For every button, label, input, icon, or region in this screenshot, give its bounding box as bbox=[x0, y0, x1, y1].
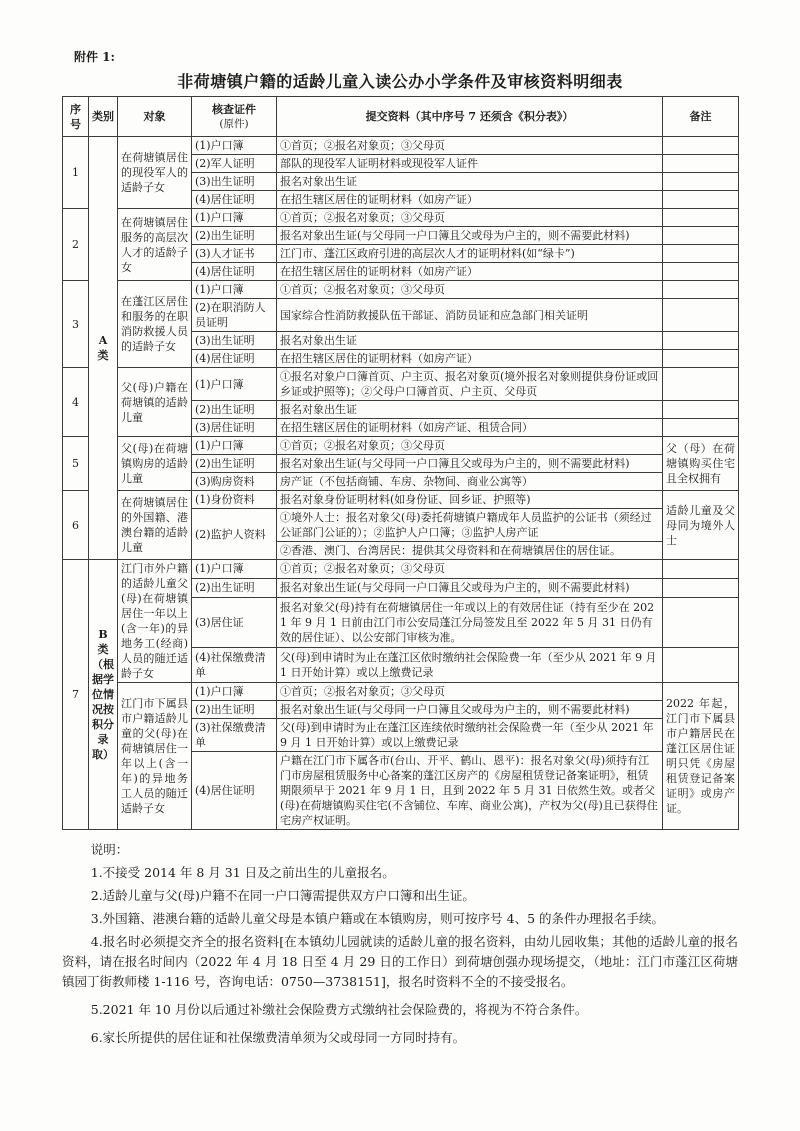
table-row bbox=[63, 209, 739, 227]
table-header-row bbox=[63, 97, 739, 137]
material-cell: 在招生辖区居住的证明材料（如房产证） bbox=[277, 263, 663, 281]
document-cell: (4)居住证明 bbox=[192, 191, 277, 209]
document-cell: (1)户口簿 bbox=[192, 137, 277, 155]
target-cell: 江门市外户籍的适龄儿童父(母)在荷塘镇居住一年以上(含一年)的异地务工(经商)人员的随迁适龄子女 bbox=[118, 560, 192, 683]
remark-cell bbox=[663, 299, 739, 332]
document-cell: (2)出生证明 bbox=[192, 701, 277, 719]
note-item-2: 2.适龄儿童与父(母)户籍不在同一户口簿需提供双方户口簿和出生证。 bbox=[90, 888, 475, 903]
table-row bbox=[63, 281, 739, 299]
remark-cell: 适龄儿童及父母同为境外人士 bbox=[663, 491, 739, 560]
document-cell: (3)居住证 bbox=[192, 597, 277, 647]
document-cell: (1)户口簿 bbox=[192, 683, 277, 701]
document-cell: (1)户口簿 bbox=[192, 368, 277, 401]
remark-cell bbox=[663, 597, 739, 647]
material-cell: ①首页；②报名对象页；③父母页 bbox=[277, 209, 663, 227]
material-cell: 报名对象出生证 bbox=[277, 173, 663, 191]
material-cell: ①首页；②报名对象页；③父母页 bbox=[277, 683, 663, 701]
note-item-4: 4.报名时必须提交齐全的报名资料[在本镇幼儿园就读的适龄儿童的报名资料，由幼儿园收集；其他的适龄儿童的报名资料，请在报名时间内（2022 年 4 月 18 日至 4 月 29 日的工作日）到荷塘创强办现场提交，（地址：江门市蓬江区荷塘镇园丁街教师楼 1-116 号，咨询电话：0750—3738151]，报名时资料不全的不接受报名。 bbox=[62, 934, 738, 989]
document-cell: (2)在职消防人员证明 bbox=[192, 299, 277, 332]
remark-cell: 2022 年起，江门市下属县市户籍居民在蓬江区居住证明只凭《房屋租赁登记备案证明》或房产证。 bbox=[663, 683, 739, 830]
material-cell: 父(母)到申请时为止在蓬江区依时缴纳社会保险费一年（至少从 2021 年 9 月 1 日开始计算）或以上缴费记录 bbox=[277, 648, 663, 683]
header-document-line1: 核查证件 bbox=[212, 102, 256, 116]
remark-cell bbox=[663, 368, 739, 401]
document-cell: (3)出生证明 bbox=[192, 173, 277, 191]
material-cell: ①首页；②报名对象页；③父母页 bbox=[277, 560, 663, 579]
note-item-5: 5.2021 年 10 月份以后通过补缴社会保险费方式缴纳社会保险费的，将视为不符合条件。 bbox=[90, 1002, 588, 1017]
attachment-label: 附件 1: bbox=[74, 50, 115, 64]
remark-cell bbox=[663, 227, 739, 245]
target-cell: 在荷塘镇居住的外国籍、港澳台籍的适龄儿童 bbox=[118, 491, 192, 560]
remark-cell bbox=[663, 191, 739, 209]
category-b-cell: B 类（根据学位情况按积分录取） bbox=[89, 560, 118, 830]
material-cell: 报名对象出生证 bbox=[277, 332, 663, 350]
material-cell: 在招生辖区居住的证明材料（如房产证） bbox=[277, 350, 663, 368]
remark-cell bbox=[663, 578, 739, 597]
document-cell: (2)出生证明 bbox=[192, 455, 277, 473]
header-materials: 提交资料（其中序号 7 还须含《积分表》） bbox=[277, 97, 663, 137]
target-cell: 在荷塘镇居住的现役军人的适龄子女 bbox=[118, 137, 192, 209]
document-cell: (3)人才证书 bbox=[192, 245, 277, 263]
remark-cell bbox=[663, 263, 739, 281]
material-cell: 户籍在江门市下属各市(台山、开平、鹤山、恩平)：报名对象父(母)须持有江门市房屋租赁服务中心备案的蓬江区房产的《房屋租赁登记备案证明》，租赁期限须早于 2021 年 9 月 1 日，且到 2022 年 5 月 31 日依然生效。或者父(母)在荷塘镇购买住宅(不含铺位、车库、商业公寓)，产权为父(母)且已获得住宅房产权证明。 bbox=[277, 752, 663, 830]
document-cell: (1)身份资料 bbox=[192, 491, 277, 509]
material-cell: 在招生辖区居住的证明材料（如房产证） bbox=[277, 191, 663, 209]
material-cell: ①首页；②报名对象页；③父母页 bbox=[277, 437, 663, 455]
document-cell: (3)出生证明 bbox=[192, 332, 277, 350]
material-cell: 报名对象出生证(与父母同一户口簿且父或母为户主的，则不需要此材料) bbox=[277, 701, 663, 719]
material-cell: 国家综合性消防救援队伍干部证、消防员证和应急部门相关证明 bbox=[277, 299, 663, 332]
index-cell: 4 bbox=[63, 368, 89, 437]
table-row bbox=[63, 560, 739, 579]
material-cell: 报名对象出生证(与父母同一户口簿且父或母为户主的，则不需要此材料) bbox=[277, 578, 663, 597]
material-cell: 报名对象身份证明材料(如身份证、回乡证、护照等) bbox=[277, 491, 663, 509]
document-cell: (3)居住证明 bbox=[192, 419, 277, 437]
index-cell: 7 bbox=[63, 560, 89, 830]
document-cell: (1)户口簿 bbox=[192, 560, 277, 579]
target-cell: 在荷塘镇居住服务的高层次人才的适龄子女 bbox=[118, 209, 192, 281]
target-cell: 父(母)户籍在荷塘镇的适龄儿童 bbox=[118, 368, 192, 437]
material-cell: ②香港、澳门、台湾居民：提供其父母资料和在荷塘镇居住的居住证。 bbox=[277, 542, 663, 560]
document-cell: (3)社保缴费清单 bbox=[192, 719, 277, 752]
header-document-line2: (原件) bbox=[219, 117, 249, 130]
document-cell: (2)军人证明 bbox=[192, 155, 277, 173]
document-cell: (4)社保缴费清单 bbox=[192, 648, 277, 683]
remark-cell bbox=[663, 401, 739, 419]
target-cell: 父(母)在荷塘镇购房的适龄儿童 bbox=[118, 437, 192, 491]
material-cell: ①境外人士：报名对象父(母)委托荷塘镇户籍成年人员监护的公证书（须经过公证部门公证的）；②监护人户口簿；③监护人房产证 bbox=[277, 509, 663, 542]
notes-section bbox=[62, 840, 738, 1048]
target-cell: 在蓬江区居住和服务的在职消防救援人员的适龄子女 bbox=[118, 281, 192, 368]
material-cell: 房产证（不包括商铺、车房、杂物间、商业公寓等） bbox=[277, 473, 663, 491]
material-cell: 报名对象出生证(与父母同一户口簿且父或母为户主的，则不需要此材料) bbox=[277, 227, 663, 245]
table-row bbox=[63, 491, 739, 509]
material-cell: 在招生辖区居住的证明材料（如房产证、租赁合同） bbox=[277, 419, 663, 437]
remark-cell bbox=[663, 155, 739, 173]
header-document bbox=[192, 97, 277, 137]
requirements-table bbox=[62, 96, 739, 830]
remark-cell bbox=[663, 332, 739, 350]
header-remark: 备注 bbox=[663, 97, 739, 137]
material-cell: 父(母)到申请时为止在蓬江区连续依时缴纳社会保险费一年（至少从 2021 年 9 月 1 日开始计算）或以上缴费记录 bbox=[277, 719, 663, 752]
document-cell: (2)出生证明 bbox=[192, 227, 277, 245]
table-row bbox=[63, 137, 739, 155]
header-target: 对象 bbox=[118, 97, 192, 137]
document-cell: (4)居住证明 bbox=[192, 263, 277, 281]
document-cell: (4)居住证明 bbox=[192, 752, 277, 830]
remark-cell bbox=[663, 137, 739, 155]
material-cell: 报名对象出生证(与父母同一户口簿且父或母为户主的，则不需要此材料) bbox=[277, 455, 663, 473]
material-cell: ①首页；②报名对象页；③父母页 bbox=[277, 281, 663, 299]
index-cell: 5 bbox=[63, 437, 89, 491]
remark-cell: 父（母）在荷塘镇购买住宅且全权拥有 bbox=[663, 437, 739, 491]
remark-cell bbox=[663, 209, 739, 227]
remark-cell bbox=[663, 281, 739, 299]
remark-cell bbox=[663, 648, 739, 683]
table-row bbox=[63, 437, 739, 455]
remark-cell bbox=[663, 173, 739, 191]
header-index: 序号 bbox=[63, 97, 89, 137]
document-cell: (2)出生证明 bbox=[192, 578, 277, 597]
category-a-cell: A 类 bbox=[89, 137, 118, 560]
index-cell: 1 bbox=[63, 137, 89, 209]
remark-cell bbox=[663, 419, 739, 437]
remark-cell bbox=[663, 350, 739, 368]
material-cell: ①首页；②报名对象页；③父母页 bbox=[277, 137, 663, 155]
material-cell: ①报名对象户口簿首页、户主页、报名对象页(境外报名对象则提供身份证或回乡证或护照等)；②父母户口簿首页、户主页、父母页 bbox=[277, 368, 663, 401]
table-row bbox=[63, 368, 739, 401]
index-cell: 3 bbox=[63, 281, 89, 368]
remark-cell bbox=[663, 560, 739, 579]
material-cell: 报名对象出生证 bbox=[277, 401, 663, 419]
note-item-3: 3.外国籍、港澳台籍的适龄儿童父母是本镇户籍或在本镇购房，则可按序号 4、5 的条件办理报名手续。 bbox=[90, 911, 665, 926]
document-cell: (1)户口簿 bbox=[192, 209, 277, 227]
table-row bbox=[63, 683, 739, 701]
material-cell: 报名对象父(母)持有在荷塘镇居住一年或以上的有效居住证（持有至少在 2021 年 9 月 1 日前由江门市公安局蓬江分局签发且至 2022 年 5 月 31 日仍有效的居住证）、以公安部门审核为准。 bbox=[277, 597, 663, 647]
material-cell: 江门市、蓬江区政府引进的高层次人才的证明材料(如“绿卡”) bbox=[277, 245, 663, 263]
document-cell: (2)出生证明 bbox=[192, 401, 277, 419]
document-cell: (3)购房资料 bbox=[192, 473, 277, 491]
document-cell: (4)居住证明 bbox=[192, 350, 277, 368]
index-cell: 2 bbox=[63, 209, 89, 281]
document-cell: (1)户口簿 bbox=[192, 281, 277, 299]
document-cell: (2)监护人资料 bbox=[192, 509, 277, 560]
page-title: 非荷塘镇户籍的适龄儿童入读公办小学条件及审核资料明细表 bbox=[177, 72, 623, 91]
target-cell: 江门市下属县市户籍适龄儿童的父(母)在荷塘镇居住一年以上(含一年)的异地务工人员的随迁适龄子女 bbox=[118, 683, 192, 830]
material-cell: 部队的现役军人证明材料或现役军人证件 bbox=[277, 155, 663, 173]
header-category: 类别 bbox=[89, 97, 118, 137]
notes-label: 说明： bbox=[90, 842, 129, 857]
note-item-6: 6.家长所提供的居住证和社保缴费清单须为父或母同一方同时持有。 bbox=[90, 1030, 466, 1045]
document-cell: (1)户口簿 bbox=[192, 437, 277, 455]
remark-cell bbox=[663, 245, 739, 263]
note-item-1: 1.不接受 2014 年 8 月 31 日及之前出生的儿童报名。 bbox=[90, 865, 395, 880]
index-cell: 6 bbox=[63, 491, 89, 560]
